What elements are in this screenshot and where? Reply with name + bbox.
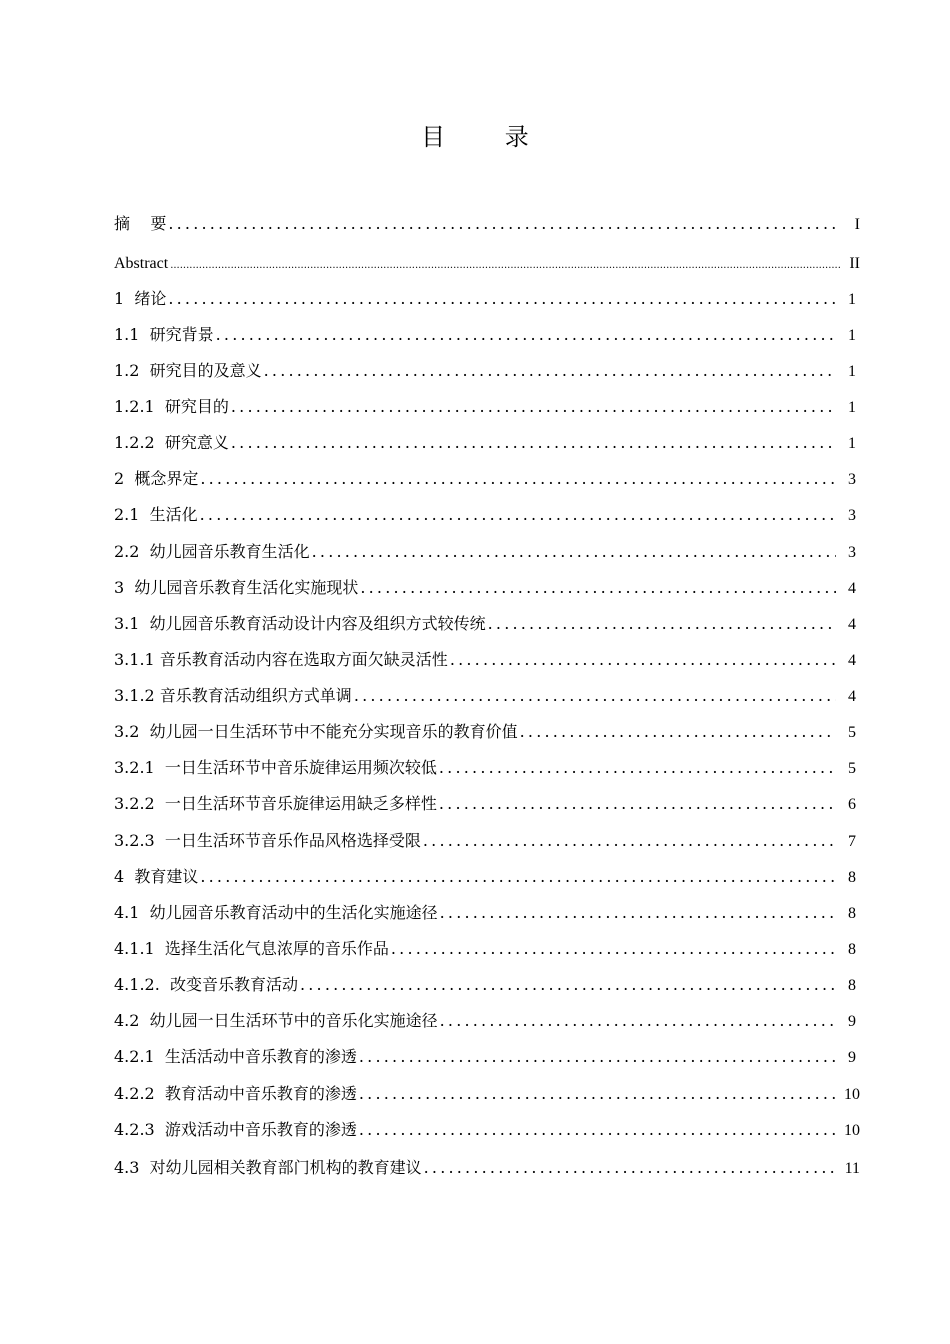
dot-leader: [360, 571, 836, 605]
toc-entry[interactable]: [114, 1151, 860, 1185]
toc-entry[interactable]: [114, 643, 860, 677]
dot-leader: [200, 860, 836, 894]
dot-leader: [450, 643, 836, 677]
toc-entry-page: 7: [848, 833, 856, 850]
toc-entry-label: 摘 要: [114, 214, 167, 233]
toc-entry-page: 6: [848, 796, 856, 813]
toc-entry-label: 2.2 幼儿园音乐教育生活化: [114, 542, 310, 561]
toc-entry[interactable]: [114, 679, 860, 713]
toc-entry[interactable]: [114, 1040, 860, 1074]
dot-leader: [200, 462, 836, 496]
toc-entry[interactable]: [114, 426, 860, 460]
toc-entry-page: 8: [848, 941, 856, 958]
toc-entry[interactable]: [114, 968, 860, 1002]
toc-entry-label: 4.3 对幼儿园相关教育部门机构的教育建议: [114, 1158, 422, 1177]
dot-leader: [440, 1004, 836, 1038]
toc-entry-label: 2.1 生活化: [114, 505, 198, 524]
toc-entry[interactable]: [114, 318, 860, 352]
page-title: 目 录: [421, 123, 555, 151]
toc-entry-page: 8: [848, 905, 856, 922]
dot-leader: [359, 1077, 836, 1111]
dot-leader: [231, 390, 836, 424]
dot-leader: [359, 1040, 836, 1074]
toc-entry-label: 4.1.2. 改变音乐教育活动: [114, 975, 298, 994]
toc-entry-label: 3.2.3 一日生活环节音乐作品风格选择受限: [114, 831, 421, 850]
toc-entry[interactable]: [114, 571, 860, 605]
toc-entry-abstract-cn[interactable]: [114, 207, 860, 241]
toc-entry-label: 4.1 幼儿园音乐教育活动中的生活化实施途径: [114, 903, 438, 922]
dot-leader: [231, 426, 836, 460]
dot-leader: [359, 1113, 836, 1147]
dot-leader: [170, 249, 840, 283]
dot-leader: [312, 535, 836, 569]
dot-leader: [264, 354, 836, 388]
toc-entry-label: 3.2.1 一日生活环节中音乐旋律运用频次较低: [114, 758, 437, 777]
dot-leader: [439, 787, 836, 821]
dot-leader: [440, 896, 836, 930]
toc-entry-page: 8: [848, 977, 856, 994]
toc-entry[interactable]: [114, 787, 860, 821]
dot-leader: [488, 607, 836, 641]
toc-entry-label: Abstract: [114, 255, 169, 272]
dot-leader: [168, 282, 836, 316]
toc-entry-page: 5: [848, 724, 856, 741]
toc-entry[interactable]: [114, 354, 860, 388]
toc-entry-page: 3: [848, 544, 856, 561]
toc-entry-label: 1.2 研究目的及意义: [114, 361, 262, 380]
dot-leader: [200, 498, 836, 532]
dot-leader: [168, 207, 840, 241]
toc-entry[interactable]: [114, 860, 860, 894]
toc-entry[interactable]: [114, 498, 860, 532]
toc-entry-page: 1: [848, 291, 856, 308]
toc-entry-label: 4.1.1 选择生活化气息浓厚的音乐作品: [114, 939, 389, 958]
toc-entry-page: 4: [848, 652, 856, 669]
toc-entry-label: 4.2.2 教育活动中音乐教育的渗透: [114, 1084, 357, 1103]
toc-entry-page: 11: [844, 1160, 860, 1177]
toc-entry-label: 4.2.3 游戏活动中音乐教育的渗透: [114, 1120, 357, 1139]
toc-entry[interactable]: [114, 607, 860, 641]
toc-entry-page: 1: [848, 399, 856, 416]
toc-entry[interactable]: [114, 751, 860, 785]
toc-entry-page: 10: [844, 1122, 860, 1139]
toc-entry-abstract-en[interactable]: [114, 247, 860, 281]
toc-entry-label: 4.2.1 生活活动中音乐教育的渗透: [114, 1047, 357, 1066]
toc-entry-page: 10: [844, 1086, 860, 1103]
toc-entry-page: 4: [848, 616, 856, 633]
toc-entry-page: 8: [848, 869, 856, 886]
toc-entry-page: I: [854, 216, 860, 233]
toc-entry-label: 3.1 幼儿园音乐教育活动设计内容及组织方式较传统: [114, 614, 486, 633]
toc-entry-page: 4: [848, 688, 856, 705]
toc-entry[interactable]: [114, 896, 860, 930]
toc-entry[interactable]: [114, 390, 860, 424]
toc-entry-label: 3.1.1 音乐教育活动内容在选取方面欠缺灵活性: [114, 650, 448, 669]
dot-leader: [520, 715, 836, 749]
toc-entry-label: 1.2.1 研究目的: [114, 397, 229, 416]
toc-entry-page: 1: [848, 327, 856, 344]
dot-leader: [423, 824, 836, 858]
toc-entry[interactable]: [114, 1004, 860, 1038]
toc-entry[interactable]: [114, 715, 860, 749]
toc-entry[interactable]: [114, 932, 860, 966]
dot-leader: [424, 1151, 837, 1185]
toc-entry-label: 4.2 幼儿园一日生活环节中的音乐化实施途径: [114, 1011, 438, 1030]
toc-entry-label: 2 概念界定: [114, 469, 199, 488]
toc-entry-page: II: [849, 255, 860, 272]
toc-entry-page: 3: [848, 471, 856, 488]
toc-entry-label: 1.2.2 研究意义: [114, 433, 229, 452]
toc-entry-label: 4 教育建议: [114, 867, 199, 886]
dot-leader: [216, 318, 836, 352]
toc-entry-page: 3: [848, 507, 856, 524]
dot-leader: [300, 968, 836, 1002]
toc-entry-label: 1.1 研究背景: [114, 325, 214, 344]
toc-entry[interactable]: [114, 462, 860, 496]
toc-entry-label: 1 绪论: [114, 289, 167, 308]
toc-entry[interactable]: [114, 535, 860, 569]
toc-entry-page: 5: [848, 760, 856, 777]
dot-leader: [391, 932, 836, 966]
toc-entry[interactable]: [114, 1077, 860, 1111]
dot-leader: [439, 751, 836, 785]
toc-entry-label: 3.2.2 一日生活环节音乐旋律运用缺乏多样性: [114, 794, 437, 813]
toc-entry-page: 9: [848, 1013, 856, 1030]
toc-entry-page: 1: [848, 435, 856, 452]
toc-entry-page: 1: [848, 363, 856, 380]
toc-entry[interactable]: [114, 824, 860, 858]
toc-entry-label: 3.2 幼儿园一日生活环节中不能充分实现音乐的教育价值: [114, 722, 518, 741]
dot-leader: [354, 679, 836, 713]
toc-entry[interactable]: [114, 1113, 860, 1147]
toc-entry[interactable]: [114, 282, 860, 316]
toc-entry-page: 4: [848, 580, 856, 597]
toc-entry-label: 3 幼儿园音乐教育生活化实施现状: [114, 578, 359, 597]
toc-entry-label: 3.1.2 音乐教育活动组织方式单调: [114, 686, 352, 705]
toc-entry-page: 9: [848, 1049, 856, 1066]
